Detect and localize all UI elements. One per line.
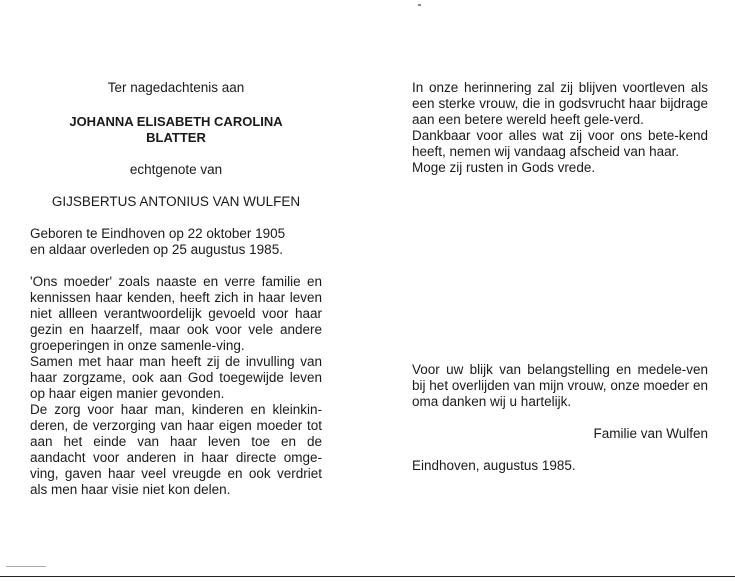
tribute-paragraph-2: Samen met haar man heeft zij de invulling van haar zorgzame, ook aan God toegewijde leven op haar eigen manier gevonden.: [30, 354, 322, 401]
scan-speck: [418, 4, 421, 6]
memory-paragraph-3: Moge zij rusten in Gods vrede.: [412, 160, 596, 175]
thanks-paragraph: Voor uw blijk van belangstelling en medele-ven bij het overlijden van mijn vrouw, onze moeder en oma danken wij u hartelijk.: [412, 362, 708, 409]
spouse-name: GIJSBERTUS ANTONIUS VAN WULFEN: [51, 194, 301, 209]
tribute-paragraph-3: De zorg voor haar man, kinderen en kleinkin-deren, de verzorging van haar eigen moeder tot aan het einde van haar leven toe en de aandacht voor anderen in haar directe omge-ving, gaven haar veel vreugde en ook verdriet als men haar visie niet kon delen.: [30, 402, 322, 497]
memory-paragraph-2: Dankbaar voor alles wat zij voor ons bete-kend heeft, nemen wij vandaag afscheid van haar.: [412, 128, 708, 159]
spouse-label: echtgenote van: [129, 162, 223, 177]
memory-paragraph-1: In onze herinnering zal zij blijven voortleven als een sterke vrouw, die in godsvrucht haar bijdrage aan een betere wereld heeft gele-verd.: [412, 80, 708, 127]
tribute-paragraph-1: 'Ons moeder' zoals naaste en verre familie en kennissen haar kenden, heeft zich in haar leven niet allleen verantwoordelijk gevoeld voor haar gezin en haarzelf, maar ook voor vele andere groeperingen in onze samenle-ving.: [30, 274, 322, 353]
place-date: Eindhoven, augustus 1985.: [412, 458, 576, 473]
left-column: [30, 80, 322, 498]
right-column: [412, 80, 708, 474]
deceased-name-line1: JOHANNA ELISABETH CAROLINA: [69, 114, 283, 129]
bottom-edge-line: [0, 576, 735, 577]
scan-line-fragment: [6, 566, 46, 567]
death-text: en aldaar overleden op 25 augustus 1985.: [30, 242, 283, 257]
deceased-name-line2: BLATTER: [146, 130, 206, 145]
intro-text: Ter nagedachtenis aan: [107, 80, 245, 95]
family-signature: Familie van Wulfen: [593, 426, 708, 441]
birth-text: Geboren te Eindhoven op 22 oktober 1905: [30, 226, 286, 241]
